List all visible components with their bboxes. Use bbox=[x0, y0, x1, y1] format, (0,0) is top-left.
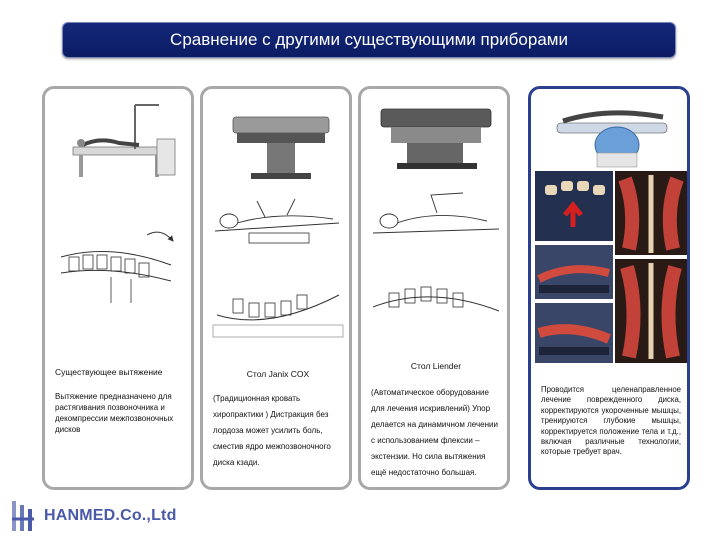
column-hanmed-device bbox=[528, 86, 690, 490]
patient-on-device-image bbox=[535, 245, 613, 299]
company-logo bbox=[8, 497, 198, 535]
lordosis-spine-diagram bbox=[209, 255, 347, 341]
back-muscles-image-bottom bbox=[615, 259, 687, 363]
spine-traction-diagram bbox=[51, 215, 187, 311]
spine-flexion-diagram bbox=[367, 255, 505, 341]
liender-table-illustration bbox=[367, 95, 505, 181]
spine-highlight-image bbox=[535, 171, 613, 241]
column-heading: Стол Liender bbox=[410, 361, 462, 371]
column-description: Вытяжение предназначено для растягивания позвоночника и декомпрессии межпозвоночных дисков bbox=[55, 392, 174, 434]
janix-cox-table-illustration bbox=[211, 97, 345, 189]
hanmed-device-illustration bbox=[537, 93, 685, 169]
column-description: (Традиционная кровать хиропрактики ) Дистракция без лордоза может усилить боль, сместив ядро межпозвоночного диска кзади. bbox=[213, 394, 331, 467]
column-janix-cox bbox=[200, 86, 352, 490]
column-heading: Существующее вытяжение bbox=[55, 367, 163, 377]
column-traction bbox=[42, 86, 194, 490]
column-liender bbox=[358, 86, 510, 490]
slide-title: Сравнение с другими существующими приборами bbox=[62, 22, 676, 58]
column-description: (Автоматическое оборудование для лечения искривлений) Упор делается на динамичном лечении с использованием флексии – экстензии. Но сила вытяжения ещё недостаточно большая. bbox=[371, 388, 498, 477]
hanmed-logo-icon bbox=[8, 497, 42, 535]
patient-flexion-drawing bbox=[367, 189, 505, 251]
column-description: Проводится целенаправленное лечение поврежденного диска, корректируются укороченные мышцы, тренируются глубокие мышцы, корректируется положение тела и т.д., включая различные технологии, которые требует врач. bbox=[541, 385, 681, 457]
patient-muscle-model-image bbox=[535, 303, 613, 363]
patient-on-table-drawing bbox=[209, 193, 347, 251]
traction-device-illustration bbox=[55, 99, 183, 189]
company-name: HANMED.Co.,Ltd bbox=[44, 507, 177, 524]
column-heading: Стол Janix COX bbox=[246, 369, 310, 379]
back-muscles-image-top bbox=[615, 171, 687, 255]
